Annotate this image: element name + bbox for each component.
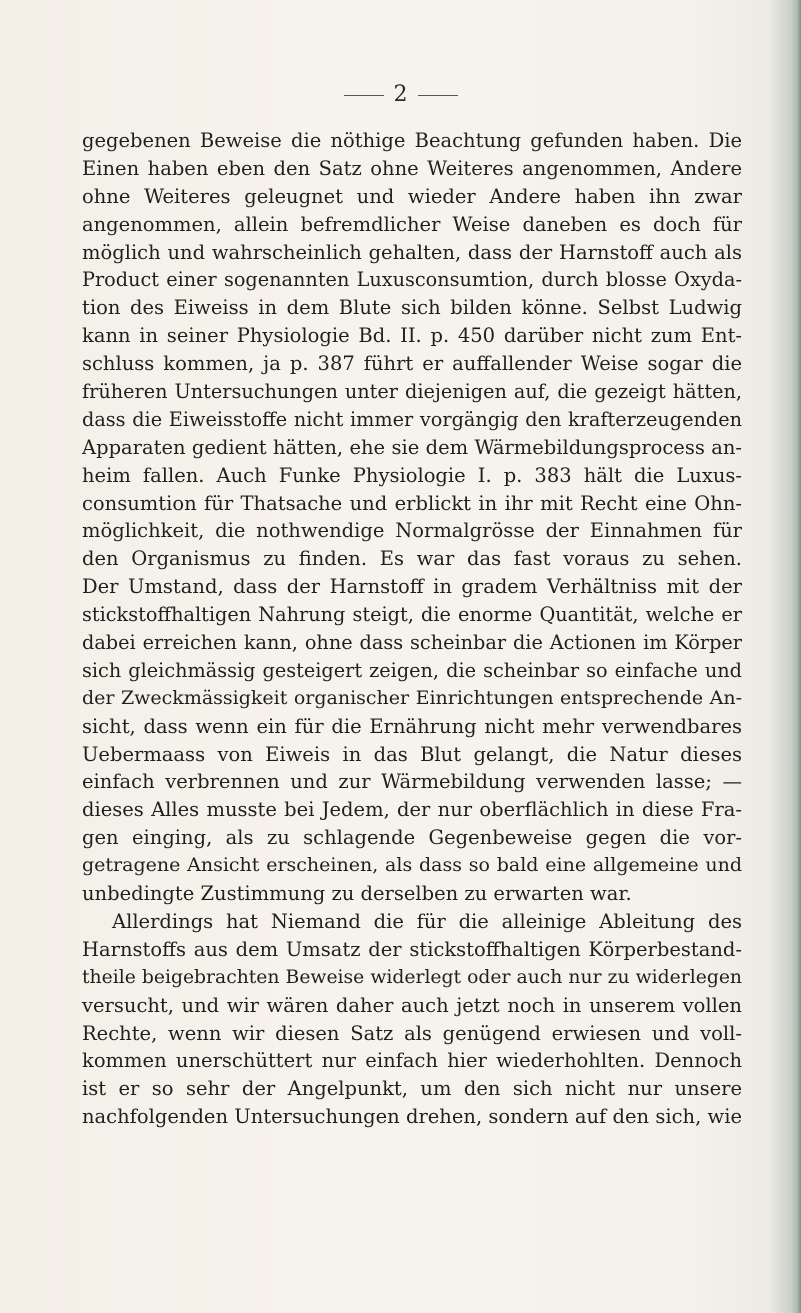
text-line: theile beigebrachten Beweise widerlegt oder auch nur zu widerlegen — [82, 966, 742, 988]
text-line: möglichkeit, die nothwendige Normalgrösse der Einnahmen für — [82, 519, 742, 543]
text-line: Harnstoffs aus dem Umsatz der stickstoffhaltigen Körperbestand- — [82, 937, 742, 961]
text-line: tion des Eiweiss in dem Blute sich bilden könne. Selbst Ludwig — [82, 296, 742, 320]
text-line: Der Umstand, dass der Harnstoff in gradem Verhältniss mit der — [82, 575, 742, 599]
text-line: versucht, und wir wären daher auch jetzt noch in unserem vollen — [82, 993, 742, 1017]
text-line: Einen haben eben den Satz ohne Weiteres angenommen, Andere — [82, 156, 742, 180]
text-line: consumtion für Thatsache und erblickt in ihr mit Recht eine Ohn- — [82, 491, 742, 515]
text-line: sich gleichmässig gesteigert zeigen, die scheinbar so einfache und — [82, 658, 742, 682]
text-line: kommen unerschüttert nur einfach hier wiederhohlten. Dennoch — [82, 1049, 742, 1073]
text-line: Apparaten gedient hätten, ehe sie dem Wärmebildungsprocess an- — [82, 435, 742, 459]
text-line: möglich und wahrscheinlich gehalten, dass der Harnstoff auch als — [82, 240, 742, 264]
text-line: ohne Weiteres geleugnet und wieder Andere haben ihn zwar — [82, 184, 742, 208]
page-number: 2 — [393, 82, 408, 107]
text-line: stickstoffhaltigen Nahrung steigt, die enorme Quantität, welche er — [82, 603, 742, 627]
header-rule-right — [418, 95, 458, 96]
text-line: gegebenen Beweise die nöthige Beachtung gefunden haben. Die — [82, 129, 742, 152]
text-line: Product einer sogenannten Luxusconsumtion, durch blosse Oxyda- — [82, 268, 742, 292]
text-line: Rechte, wenn wir diesen Satz als genügend erwiesen und voll- — [82, 1021, 742, 1045]
text-line: dieses Alles musste bei Jedem, der nur oberflächlich in diese Fra- — [82, 798, 742, 822]
text-line: schluss kommen, ja p. 387 führt er auffallender Weise sogar die — [82, 352, 742, 376]
text-line: getragene Ansicht erscheinen, als dass so bald eine allgemeine und — [82, 854, 742, 877]
text-line: einfach verbrennen und zur Wärmebildung verwenden lasse; — — [82, 770, 742, 794]
text-line: der Zweckmässigkeit organischer Einrichtungen entsprechende An- — [82, 686, 742, 709]
body-text — [82, 127, 742, 1131]
text-line: sicht, dass wenn ein für die Ernährung nicht mehr verwendbares — [82, 714, 742, 738]
page-edge-shadow — [791, 0, 801, 1313]
text-line: dass die Eiweisstoffe nicht immer vorgängig den krafterzeugenden — [82, 407, 742, 431]
text-line: früheren Untersuchungen unter diejenigen auf, die gezeigt hätten, — [82, 380, 742, 404]
paragraph-2 — [82, 908, 742, 1131]
page-header — [0, 82, 801, 107]
text-line: gen einging, als zu schlagende Gegenbeweise gegen die vor- — [82, 826, 742, 850]
header-rule-left — [344, 95, 384, 96]
text-line: unbedingte Zustimmung zu derselben zu erwarten war. — [82, 882, 632, 906]
text-line: kann in seiner Physiologie Bd. II. p. 450 darüber nicht zum Ent- — [82, 324, 742, 348]
text-line: Allerdings hat Niemand die für die alleinige Ableitung des — [112, 909, 742, 933]
text-line: heim fallen. Auch Funke Physiologie I. p. 383 hält die Luxus- — [82, 463, 742, 487]
text-line: ist er so sehr der Angelpunkt, um den sich nicht nur unsere — [82, 1077, 742, 1101]
text-line: nachfolgenden Untersuchungen drehen, sondern auf den sich, wie — [82, 1105, 742, 1129]
text-line: den Organismus zu finden. Es war das fast voraus zu sehen. — [82, 547, 742, 571]
paragraph-1 — [82, 127, 742, 908]
text-line: dabei erreichen kann, ohne dass scheinbar die Actionen im Körper — [82, 631, 742, 655]
text-line: angenommen, allein befremdlicher Weise daneben es doch für — [82, 212, 742, 236]
text-line: Uebermaass von Eiweis in das Blut gelangt, die Natur dieses — [82, 742, 742, 766]
